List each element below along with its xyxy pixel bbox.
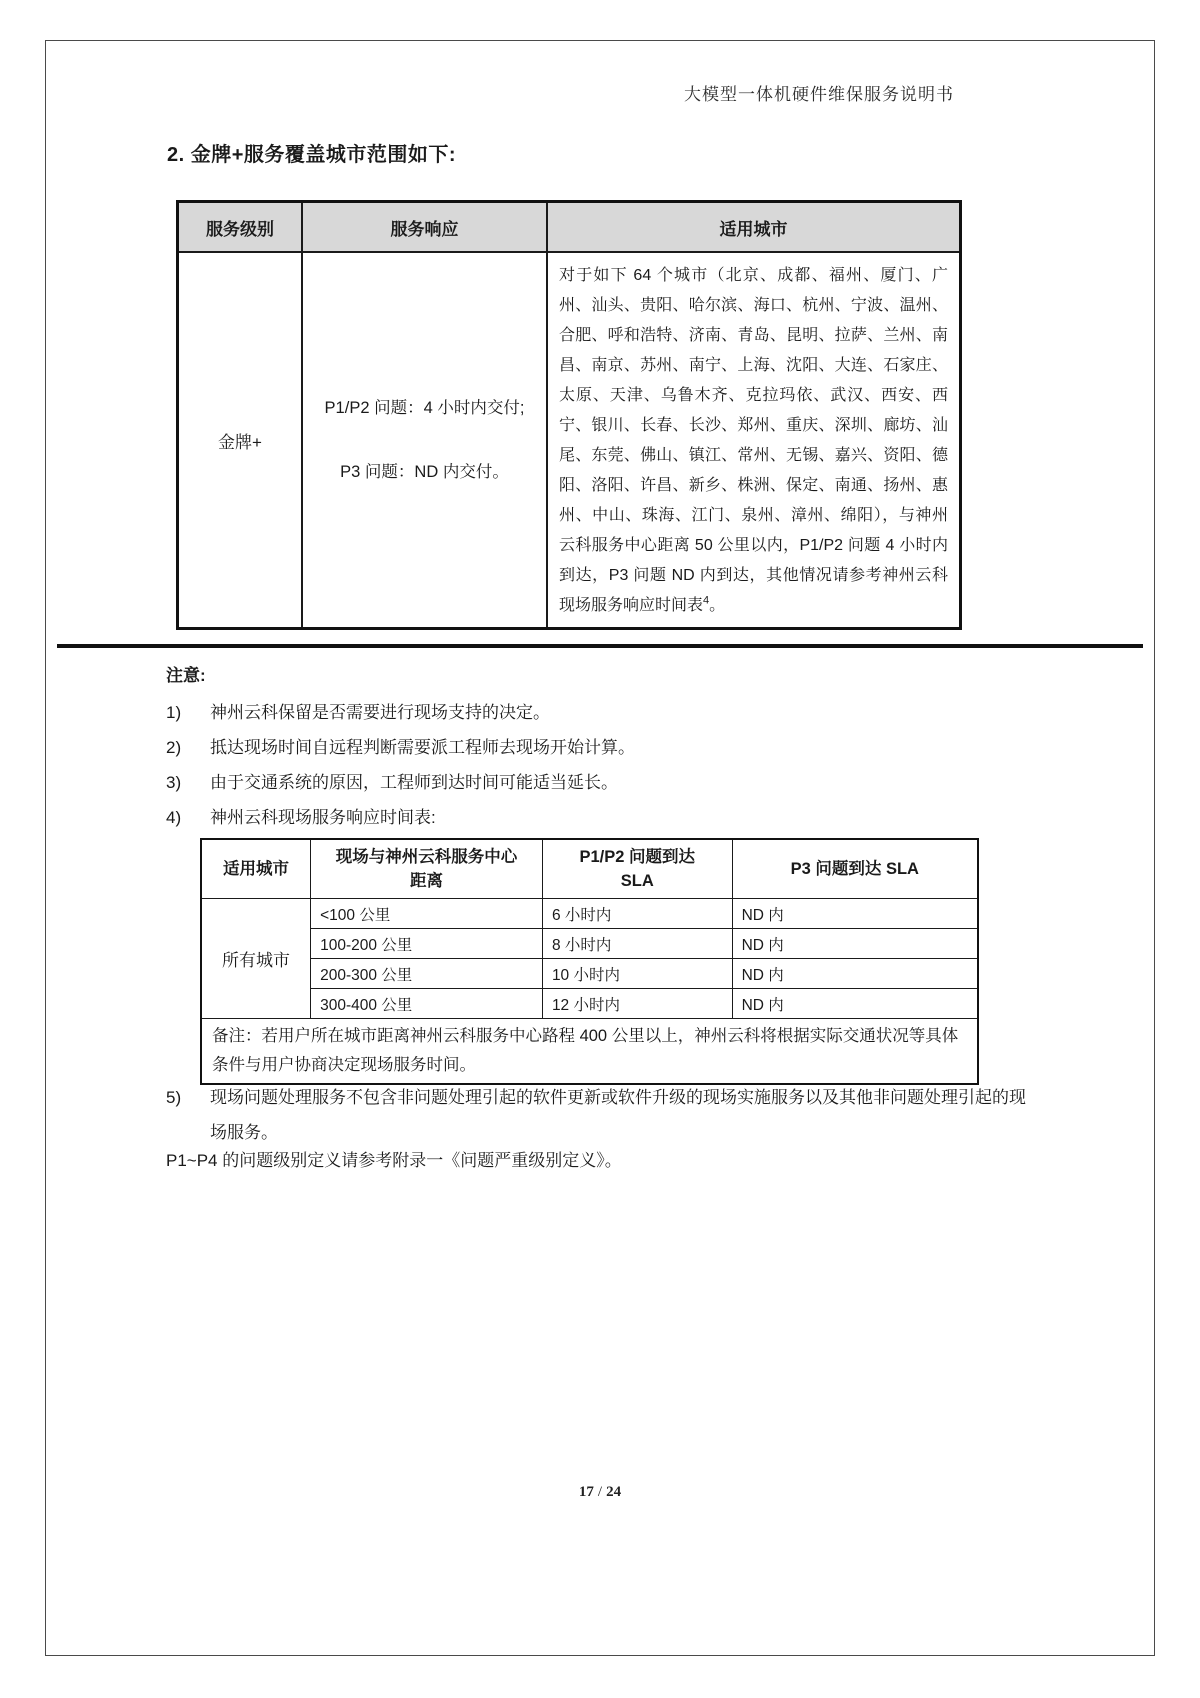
note-1-text: 神州云科保留是否需要进行现场支持的决定。 bbox=[210, 703, 550, 722]
t2-cell-p1p2-sla: 12 小时内 bbox=[542, 989, 732, 1019]
response-p3: P3 问题：ND 内交付。 bbox=[340, 463, 509, 481]
t2-cell-p1p2-sla: 10 小时内 bbox=[542, 959, 732, 989]
footer-page-total: 24 bbox=[606, 1484, 622, 1500]
t2-cell-distance: 100-200 公里 bbox=[311, 929, 543, 959]
footer-separator: / bbox=[597, 1484, 603, 1500]
note-1-number: 1) bbox=[166, 703, 182, 722]
t2-cell-p1p2-sla: 8 小时内 bbox=[542, 929, 732, 959]
cities-paragraph-end: 。 bbox=[709, 597, 726, 614]
section-divider-rule bbox=[57, 644, 1143, 648]
t2-header-p1p2-sla: P1/P2 问题到达 SLA bbox=[542, 839, 732, 899]
table2-header-row bbox=[201, 839, 978, 899]
table1-header-row bbox=[178, 202, 961, 253]
note-item-4 bbox=[166, 806, 436, 830]
t2-cell-distance: <100 公里 bbox=[311, 899, 543, 929]
t2-header-applicable-cities: 适用城市 bbox=[201, 839, 311, 899]
note-item-1 bbox=[166, 701, 550, 725]
t2-cell-p3-sla: ND 内 bbox=[732, 989, 978, 1019]
t2-header-p3-sla: P3 问题到达 SLA bbox=[732, 839, 978, 899]
t2-cell-distance: 300-400 公里 bbox=[311, 989, 543, 1019]
t1-cell-cities bbox=[547, 252, 961, 629]
page-footer bbox=[0, 1484, 1200, 1501]
t2-cell-p1p2-sla: 6 小时内 bbox=[542, 899, 732, 929]
note-item-2 bbox=[166, 736, 635, 760]
footnote-ref-4: 4 bbox=[703, 594, 710, 607]
note-3-text: 由于交通系统的原因，工程师到达时间可能适当延长。 bbox=[210, 773, 618, 792]
response-p1p2: P1/P2 问题：4 小时内交付; bbox=[324, 399, 525, 417]
note-5-number: 5) bbox=[166, 1088, 182, 1107]
table2-remark-row bbox=[201, 1019, 978, 1085]
t2-cell-distance: 200-300 公里 bbox=[311, 959, 543, 989]
note-item-3 bbox=[166, 771, 618, 795]
response-gap bbox=[323, 423, 527, 457]
t2-header-distance: 现场与神州云科服务中心距离 bbox=[311, 839, 543, 899]
note-item-5 bbox=[166, 1080, 1046, 1150]
t1-header-service-response: 服务响应 bbox=[302, 202, 547, 253]
doc-header-title: 大模型一体机硬件维保服务说明书 bbox=[684, 85, 954, 104]
note-4-text: 神州云科现场服务响应时间表: bbox=[210, 808, 436, 827]
t2-remark: 备注：若用户所在城市距离神州云科服务中心路程 400 公里以上，神州云科将根据实际交通状况等具体条件与用户协商决定现场服务时间。 bbox=[201, 1019, 978, 1085]
table-row bbox=[201, 989, 978, 1019]
t2-cell-p3-sla: ND 内 bbox=[732, 929, 978, 959]
t2-cell-city-scope: 所有城市 bbox=[201, 899, 311, 1019]
t1-header-applicable-cities: 适用城市 bbox=[547, 202, 961, 253]
notice-label: 注意: bbox=[166, 666, 206, 685]
footer-page-number: 17 bbox=[578, 1484, 594, 1500]
t2-cell-p3-sla: ND 内 bbox=[732, 899, 978, 929]
cities-paragraph: 对于如下 64 个城市（北京、成都、福州、厦门、广州、汕头、贵阳、哈尔滨、海口、杭州、宁波、温州、合肥、呼和浩特、济南、青岛、昆明、拉萨、兰州、南昌、南京、苏州、南宁、上海、沈阳、大连、石家庄、太原、天津、乌鲁木齐、克拉玛依、武汉、西安、西宁、银川、长春、长沙、郑州、重庆、深圳、廊坊、汕尾、东莞、佛山、镇江、常州、无锡、嘉兴、资阳、德阳、洛阳、许昌、新乡、株洲、保定、南通、扬州、惠州、中山、珠海、江门、泉州、漳州、绵阳），与神州云科服务中心距离 50 公里以内，P1/P2 问题 4 小时内到达，P3 问题 ND 内到达，其他情况请参考神州云科现场服务响应时间表 bbox=[559, 267, 948, 614]
table1-data-row bbox=[178, 252, 961, 629]
closing-paragraph: P1~P4 的问题级别定义请参考附录一《问题严重级别定义》。 bbox=[166, 1151, 622, 1170]
t1-cell-service-level: 金牌+ bbox=[178, 252, 303, 629]
gold-plus-coverage-table bbox=[176, 200, 962, 630]
table-row bbox=[201, 899, 978, 929]
note-2-text: 抵达现场时间自远程判断需要派工程师去现场开始计算。 bbox=[210, 738, 635, 757]
table-row bbox=[201, 959, 978, 989]
note-3-number: 3) bbox=[166, 773, 182, 792]
note-2-number: 2) bbox=[166, 738, 182, 757]
onsite-response-time-table bbox=[200, 838, 979, 1085]
note-5-text: 现场问题处理服务不包含非问题处理引起的软件更新或软件升级的现场实施服务以及其他非问题处理引起的现场服务。 bbox=[210, 1088, 1026, 1142]
section-heading: 2. 金牌+服务覆盖城市范围如下: bbox=[167, 144, 457, 166]
table-row bbox=[201, 929, 978, 959]
t1-header-service-level: 服务级别 bbox=[178, 202, 303, 253]
t2-cell-p3-sla: ND 内 bbox=[732, 959, 978, 989]
t1-cell-service-response bbox=[302, 252, 547, 629]
note-4-number: 4) bbox=[166, 808, 182, 827]
